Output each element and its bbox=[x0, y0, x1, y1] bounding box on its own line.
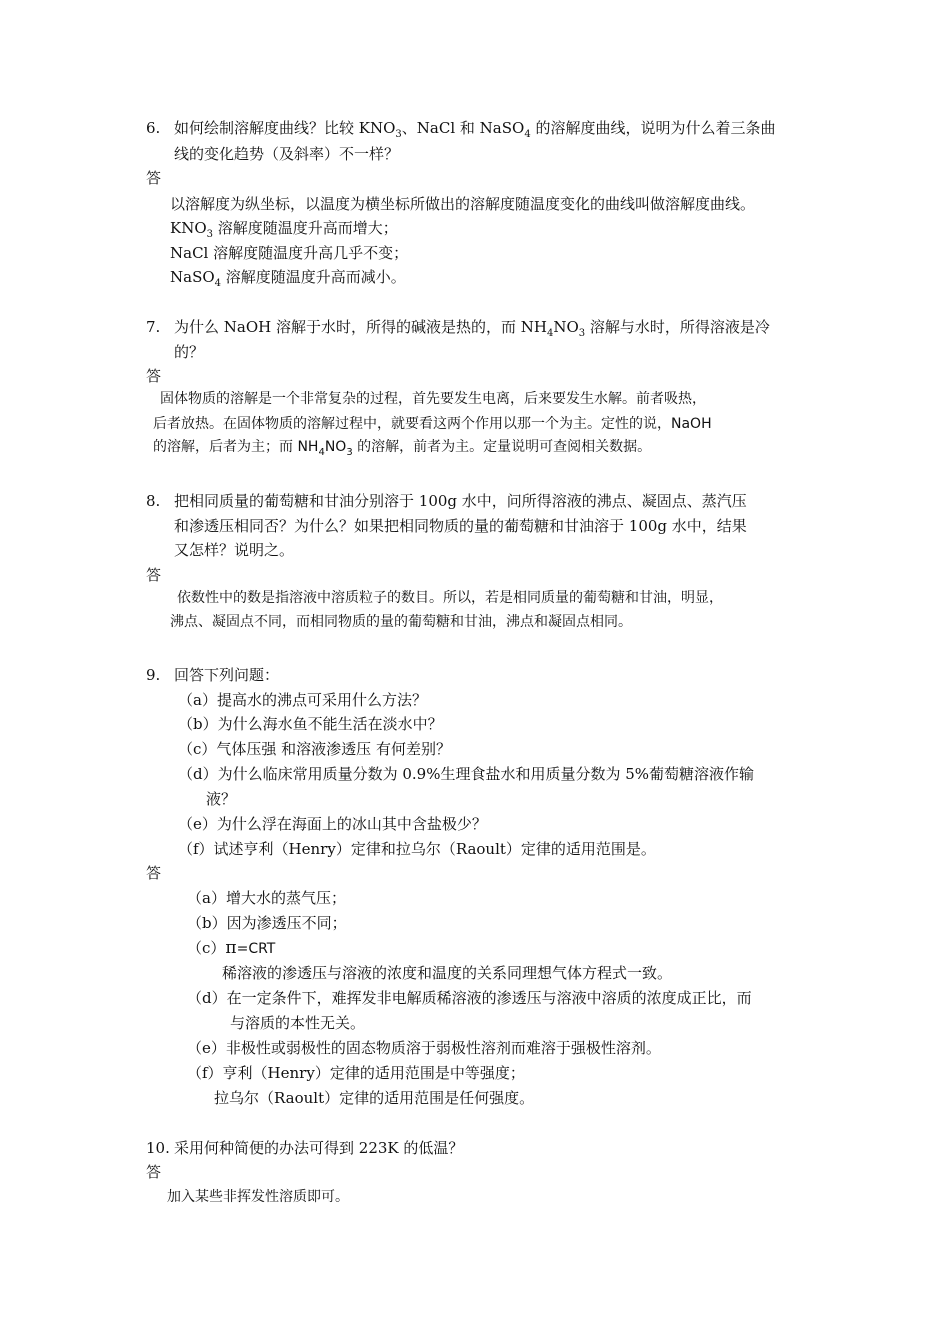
q8-answer-1: 依数性中的数是指溶液中溶质粒子的数目。所以，若是相同质量的葡萄糖和甘油，明显， bbox=[177, 590, 723, 606]
q7-answer-1: 固体物质的溶解是一个非常复杂的过程，首先要发生电离，后来要发生水解。前者吸热， bbox=[160, 391, 706, 407]
q9-answer-d-2: 与溶质的本性无关。 bbox=[230, 1014, 366, 1032]
q6-answer-4: NaSO$_4$ 溶解度随温度升高而减小。 bbox=[170, 268, 406, 289]
q7-answer-3: 的溶解，后者为主；而 $NH_4NO_3$ 的溶解，前者为主。定量说明可查阅相关数据。 bbox=[153, 439, 652, 458]
q9-answer-d-1: （d）在一定条件下，难挥发非电解质稀溶液的渗透压与溶液中溶质的浓度成正比，而 bbox=[187, 989, 752, 1007]
pi-symbol: π bbox=[225, 938, 237, 958]
q9-title: 回答下列问题： bbox=[174, 666, 280, 684]
q10-answer-label: 答 bbox=[146, 1163, 162, 1181]
q9-answer-c: （c）π=CRT bbox=[187, 938, 276, 958]
q9-answer-label: 答 bbox=[146, 864, 162, 882]
q9-answer-a: （a）增大水的蒸气压； bbox=[187, 889, 346, 907]
q6-line-1: 如何绘制溶解度曲线？比较 $KNO_3$、NaCl 和 NaSO$_4$ 的溶解度曲线，说明为什么着三条曲 bbox=[174, 119, 776, 140]
q7-number: 7. bbox=[146, 318, 161, 336]
q7-line-1: 为什么 NaOH 溶解于水时，所得的碱液是热的，而 $NH_4NO_3$ 溶解与水时，所得溶液是冷 bbox=[174, 318, 770, 339]
q9-answer-e: （e）非极性或弱极性的固态物质溶于弱极性溶剂而难溶于强极性溶剂。 bbox=[187, 1039, 661, 1057]
q8-line-1: 把相同质量的葡萄糖和甘油分别溶于 100g 水中，问所得溶液的沸点、凝固点、蒸汽压 bbox=[174, 492, 747, 510]
q8-answer-2: 沸点、凝固点不同，而相同物质的量的葡萄糖和甘油，沸点和凝固点相同。 bbox=[170, 614, 632, 630]
q9-answer-c-2: 稀溶液的渗透压与溶液的浓度和温度的关系同理想气体方程式一致。 bbox=[222, 964, 673, 982]
q6-answer-1: 以溶解度为纵坐标，以温度为横坐标所做出的溶解度随温度变化的曲线叫做溶解度曲线。 bbox=[170, 195, 756, 213]
q8-line-3: 又怎样？说明之。 bbox=[174, 541, 295, 559]
q8-answer-label: 答 bbox=[146, 566, 162, 584]
q6-line-2: 线的变化趋势（及斜率）不一样？ bbox=[174, 145, 400, 163]
q9-question-d-2: 液？ bbox=[206, 790, 237, 808]
q9-number: 9. bbox=[146, 666, 161, 684]
q6-answer-2: $KNO_3$ 溶解度随温度升高而增大； bbox=[170, 219, 398, 240]
q9-question-f: （f）试述亨利（Henry）定律和拉乌尔（Raoult）定律的适用范围是。 bbox=[178, 840, 656, 858]
q7-answer-2: 后者放热。在固体物质的溶解过程中，就要看这两个作用以那一个为主。定性的说，NaOH bbox=[153, 416, 712, 432]
q9-question-d-1: （d）为什么临床常用质量分数为 0.9%生理食盐水和用质量分数为 5%葡萄糖溶液作输 bbox=[178, 765, 755, 783]
q8-line-2: 和渗透压相同否？为什么？如果把相同物质的量的葡萄糖和甘油溶于 100g 水中，结果 bbox=[174, 517, 747, 535]
q6-answer-3: NaCl 溶解度随温度升高几乎不变； bbox=[170, 244, 409, 262]
q9-question-e: （e）为什么浮在海面上的冰山其中含盐极少？ bbox=[178, 815, 487, 833]
q7-answer-label: 答 bbox=[146, 367, 162, 385]
q6-answer-label: 答 bbox=[146, 169, 162, 187]
q9-answer-f-2: 拉乌尔（Raoult）定律的适用范围是任何强度。 bbox=[214, 1089, 535, 1107]
q10-number: 10. bbox=[146, 1139, 170, 1157]
q10-answer-1: 加入某些非挥发性溶质即可。 bbox=[167, 1189, 349, 1205]
q6-number: 6. bbox=[146, 119, 161, 137]
q10-line-1: 采用何种简便的办法可得到 223K 的低温？ bbox=[174, 1139, 464, 1157]
q9-answer-b: （b）因为渗透压不同； bbox=[187, 914, 347, 932]
q9-question-a: （a）提高水的沸点可采用什么方法？ bbox=[178, 691, 427, 709]
q9-question-b: （b）为什么海水鱼不能生活在淡水中？ bbox=[178, 715, 443, 733]
q9-answer-f-1: （f）亨利（Henry）定律的适用范围是中等强度； bbox=[187, 1064, 525, 1082]
q8-number: 8. bbox=[146, 492, 161, 510]
q9-question-c: （c）气体压强 和溶液渗透压 有何差别？ bbox=[178, 740, 451, 758]
q7-line-2: 的？ bbox=[174, 343, 205, 361]
